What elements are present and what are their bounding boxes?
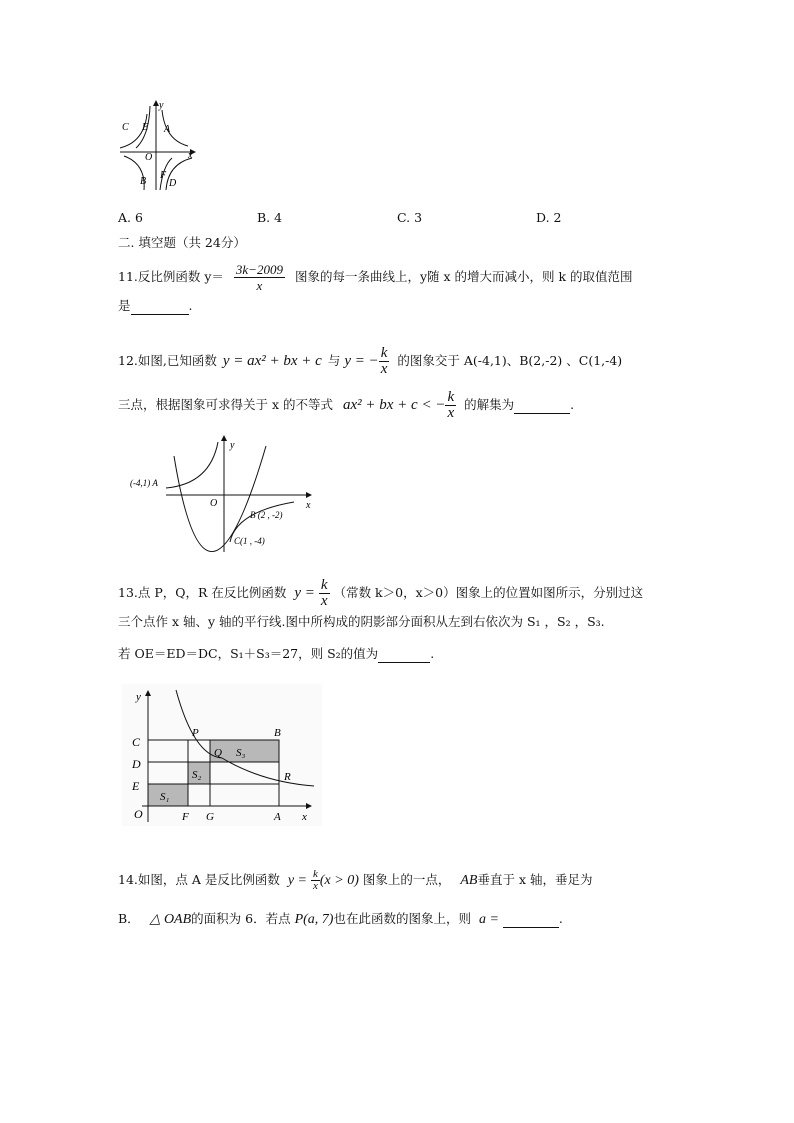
q10-figure [116, 98, 200, 194]
q11-text-3: 是 [118, 298, 131, 313]
option-c: C. 3 [397, 210, 423, 225]
option-b: B. 4 [257, 210, 283, 225]
q14-text-7: . [558, 911, 563, 926]
q12-formula-3: ax² + bx + c < − [342, 397, 446, 413]
fig10-label-c: C [122, 122, 129, 133]
fig10-label-y: y [159, 100, 164, 111]
q13-formula: y = [294, 585, 315, 601]
q14-formula-2: (x > 0) [319, 873, 359, 888]
fig10-label-x: x [188, 150, 193, 161]
fig13-label-q: Q [214, 747, 222, 759]
fig13-label-x: x [302, 811, 307, 823]
q11-text-4: . [188, 298, 193, 313]
q13-fraction [319, 578, 330, 609]
q14-text-4: B． [118, 911, 140, 926]
q14-text-3: 垂直于 x 轴，垂足为 [477, 872, 593, 887]
fig13-label-c: C [132, 735, 141, 749]
fig10-label-o: O [145, 152, 153, 163]
q13-text-1: 13.点 P，Q，R 在反比例函数 [118, 585, 287, 600]
fig13-label-y: y [136, 691, 141, 703]
q12-text-2: 与 [327, 353, 341, 368]
q13-text-4: 若 OE＝ED＝DC，S₁＋S₃＝27，则 S₂的值为 [118, 646, 379, 661]
q14-a-equals: a = [478, 912, 499, 927]
q14-fraction [311, 869, 320, 892]
fig12-label-y: y [230, 440, 235, 451]
fig10-label-d: D [169, 178, 177, 189]
q12-formula-1: y = ax² + bx + c [222, 353, 322, 369]
q13-text-2: （常数 k＞0，x＞0）图象上的位置如图所示，分别过这 [333, 585, 644, 600]
q13-line1 [118, 578, 643, 609]
q11-line2 [118, 298, 193, 315]
q12-text-6: . [570, 397, 575, 412]
q13-line2: 三个点作 x 轴、y 轴的平行线.图中所构成的阴影部分面积从左到右依次为 S₁ ，S₂ ，S₃. [118, 614, 605, 629]
q14-triangle: △ OAB [149, 912, 192, 927]
fig10-label-a: A [164, 124, 171, 135]
q14-text-5: 的面积为 6．若点 [191, 911, 291, 926]
fig10-label-e: E [142, 122, 149, 133]
q12-fraction-1-numerator: k [380, 345, 388, 361]
q14-ab: AB [460, 873, 478, 888]
q11-denominator: x [256, 278, 263, 293]
option-a: A. 6 [118, 210, 143, 225]
fig13-label-s3: S₃ [236, 747, 246, 759]
fig13-label-e: E [132, 779, 140, 793]
fig13-label-s1: S₁ [160, 791, 170, 803]
q14-text-2: 图象上的一点， [362, 872, 451, 887]
q12-line1 [118, 346, 622, 377]
q12-fraction-2-denominator: x [447, 405, 455, 421]
fig13-label-r: R [284, 771, 291, 783]
fig10-label-f: F [160, 170, 167, 181]
q14-line1 [118, 869, 592, 892]
q11-fraction [234, 262, 285, 293]
fig12-label-b: B (2 , -2) [250, 510, 283, 520]
q14-fraction-numerator: k [313, 868, 318, 880]
q12-text-3: 的图象交于 A(-4,1)、B(2,-2) 、C(1,-4) [397, 353, 623, 368]
fig12-label-c: C(1 , -4) [234, 536, 265, 546]
q12-fraction-1 [379, 346, 390, 377]
fig13-label-p: P [192, 727, 199, 739]
fig12-label-a: (-4,1) A [130, 478, 158, 488]
section-heading: 二. 填空题（共 24分） [118, 235, 246, 250]
q12-fraction-1-denominator: x [380, 361, 388, 377]
q14-text-6: 也在此函数的图象上，则 [333, 911, 471, 926]
q12-text-5: 的解集为 [464, 397, 515, 412]
q12-figure [126, 432, 326, 556]
q11-answer-blank[interactable] [131, 298, 189, 315]
q13-line3 [118, 646, 434, 663]
fig10-label-b: B [140, 176, 147, 187]
q14-answer-blank[interactable] [503, 911, 559, 928]
q13-fraction-numerator: k [320, 577, 328, 593]
q14-text-1: 14.如图，点 A 是反比例函数 [118, 872, 280, 887]
q11-text-1: 11.反比例函数 y＝ [118, 269, 224, 284]
q13-figure [122, 684, 322, 826]
q12-fraction-2-numerator: k [447, 389, 455, 405]
fig13-label-g: G [206, 811, 214, 823]
q11-line1 [118, 262, 633, 293]
q12-text-1: 12.如图,已知函数 [118, 353, 217, 368]
q12-text-4: 三点，根据图象可求得关于 x 的不等式 [118, 397, 333, 412]
q14-point-p: P(a, 7) [294, 912, 334, 927]
q12-answer-blank[interactable] [514, 397, 570, 414]
fig13-label-a: A [274, 811, 281, 823]
q12-formula-2: y = − [344, 353, 379, 369]
q11-numerator: 3k−2009 [235, 262, 283, 277]
q11-text-2: 图象的每一条曲线上，y随 x 的增大而减小，则 k 的取值范围 [294, 269, 633, 284]
fig12-label-o: O [210, 498, 218, 509]
option-d: D. 2 [536, 210, 562, 225]
q12-line2 [118, 390, 574, 421]
fig13-label-f: F [182, 811, 189, 823]
q14-formula-1: y = [287, 873, 308, 888]
fig13-label-b: B [274, 727, 281, 739]
q12-fraction-2 [445, 390, 456, 421]
q13-answer-blank[interactable] [378, 646, 430, 663]
q14-fraction-denominator: x [313, 880, 318, 892]
fig12-label-x: x [306, 500, 311, 511]
q13-text-5: . [430, 646, 435, 661]
q13-fraction-denominator: x [320, 593, 328, 609]
q14-line2 [118, 911, 563, 928]
fig13-label-o: O [134, 807, 143, 821]
fig13-label-s2: S₂ [192, 769, 202, 781]
fig13-label-d: D [132, 757, 141, 771]
